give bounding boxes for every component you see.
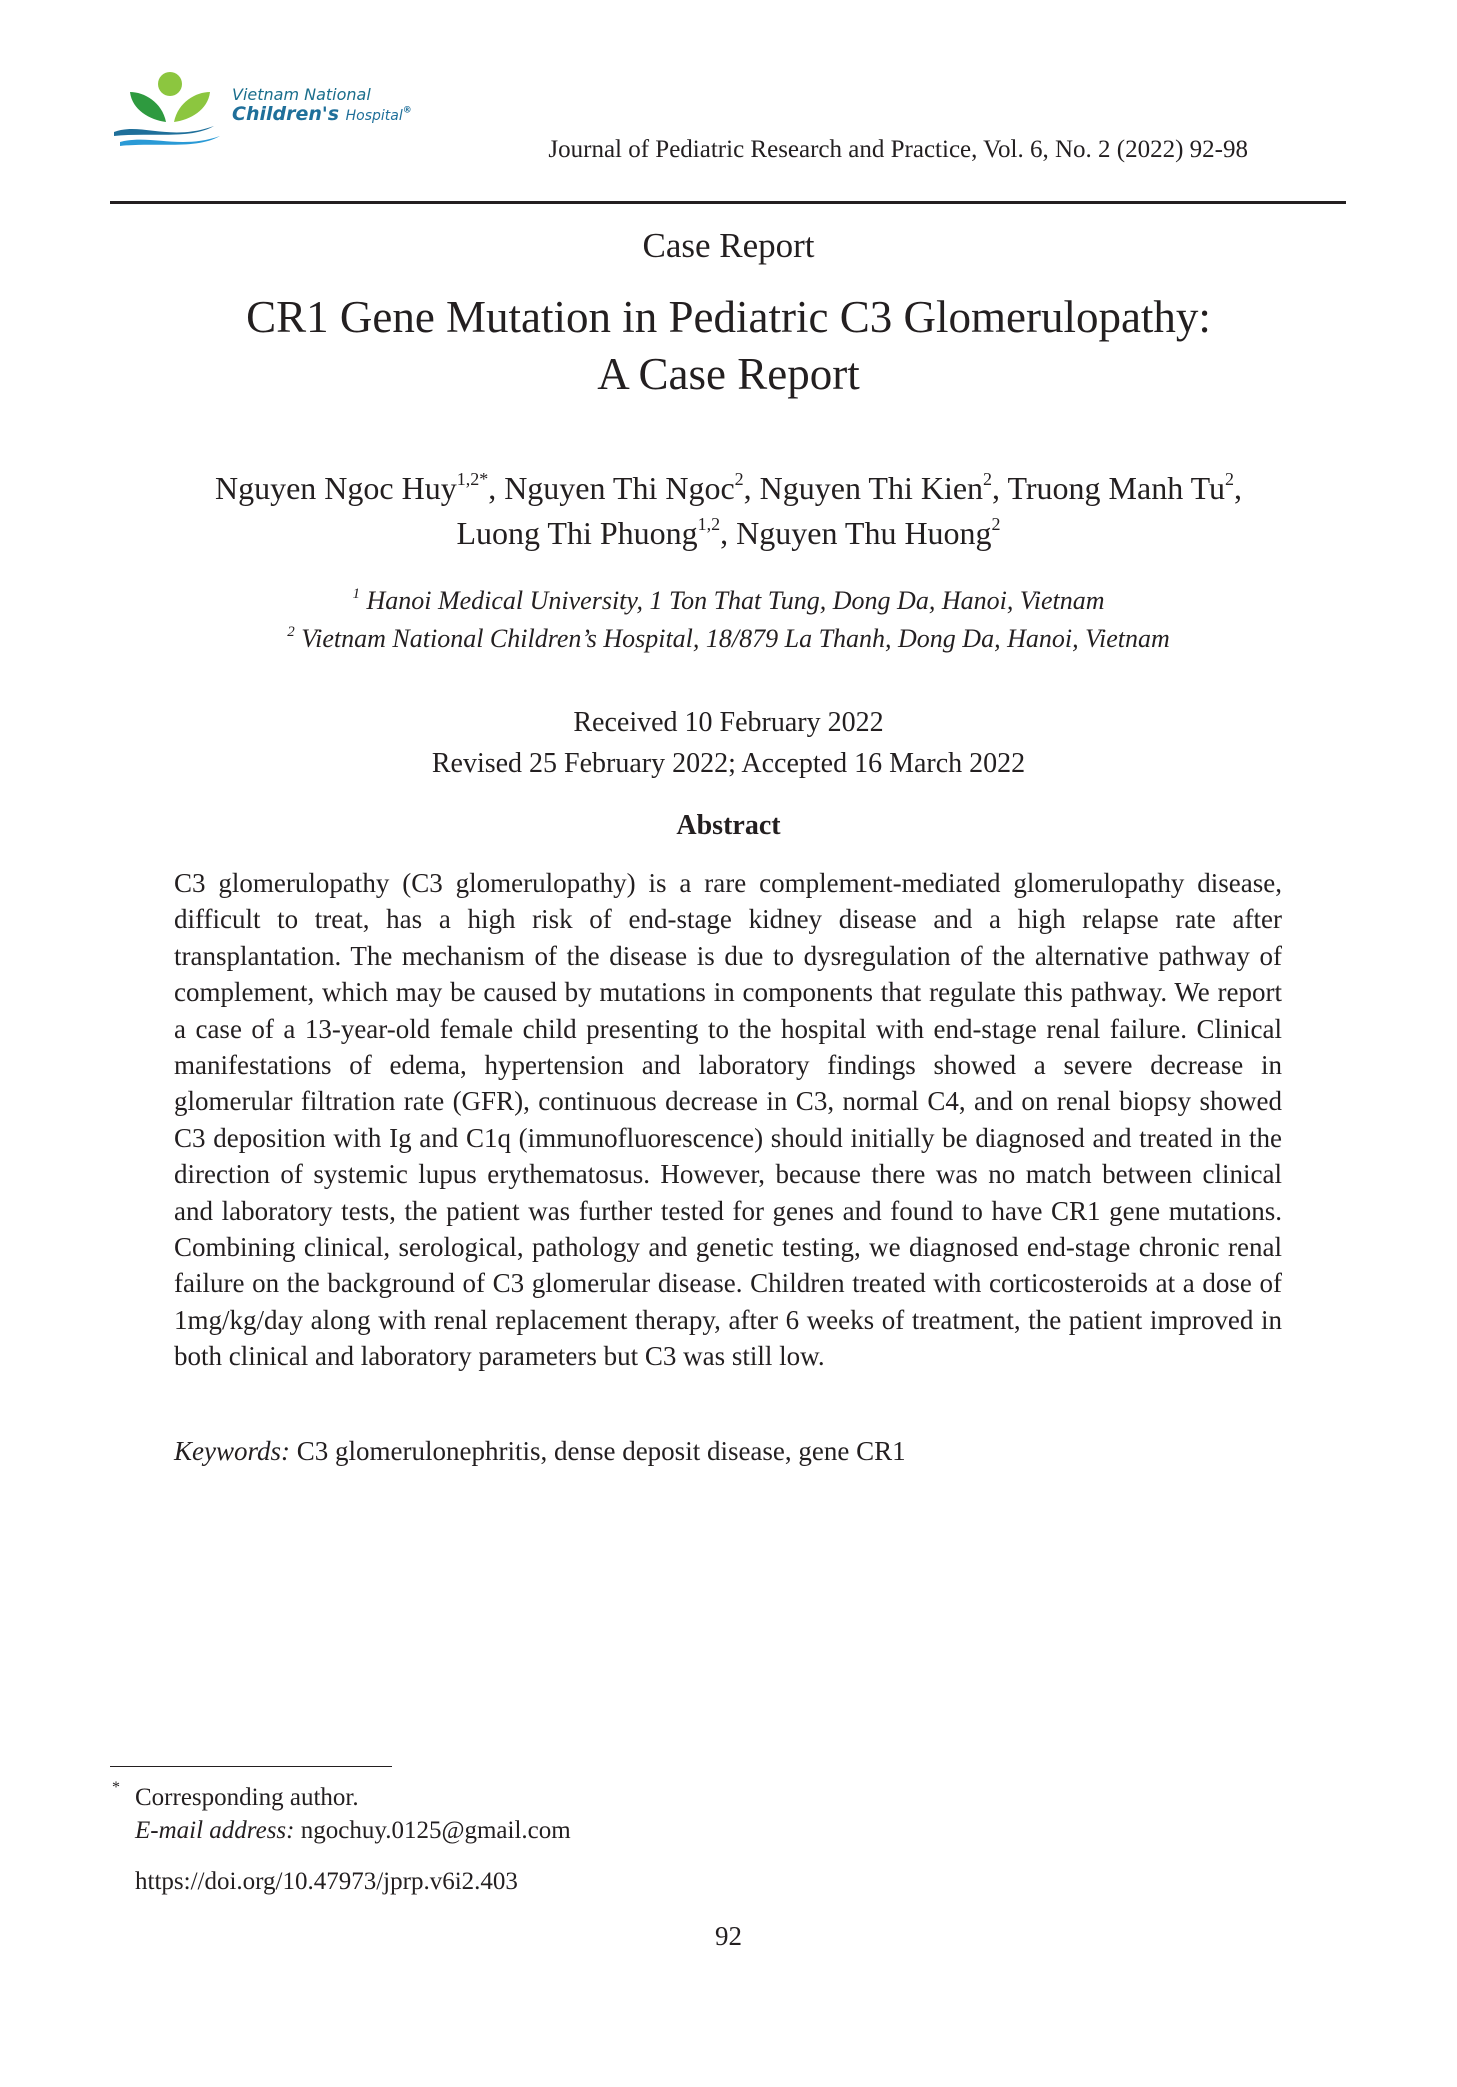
affiliation-text: Vietnam National Children’s Hospital, 18/879 La Thanh, Dong Da, Hanoi, Vietnam	[301, 624, 1170, 653]
logo-line2-bold: Children's	[232, 102, 340, 125]
author-name: Nguyen Thi Kien	[759, 470, 984, 506]
author-affiliation-mark: 2	[734, 469, 744, 489]
affiliations	[0, 582, 1457, 658]
author-name: Nguyen Ngoc Huy	[214, 470, 457, 506]
logo-line1: Vietnam National	[232, 85, 371, 104]
author-affiliation-mark: 1,2	[697, 514, 721, 534]
author-affiliation-mark: 2	[1225, 469, 1235, 489]
logo-line2	[232, 104, 412, 125]
author-name: Truong Manh Tu	[1007, 470, 1226, 506]
footnote-divider	[110, 1766, 392, 1767]
email-address[interactable]: ngochuy.0125@gmail.com	[300, 1817, 571, 1844]
keywords	[174, 1436, 906, 1467]
page-number: 92	[715, 1921, 742, 1951]
email-line	[135, 1814, 571, 1847]
abstract-heading: Abstract	[676, 810, 781, 841]
keywords-list: C3 glomerulonephritis, dense deposit disease, gene CR1	[296, 1436, 906, 1466]
title-line2: A Case Report	[597, 349, 860, 399]
article-dates	[0, 702, 1457, 784]
journal-citation: Journal of Pediatric Research and Practice, Vol. 6, No. 2 (2022) 92-98	[548, 136, 1248, 163]
hospital-logo	[110, 70, 235, 150]
hospital-logo-text	[232, 86, 412, 124]
keywords-label: Keywords:	[174, 1436, 290, 1466]
doi-link[interactable]: https://doi.org/10.47973/jprp.v6i2.403	[135, 1868, 518, 1895]
title-line1: CR1 Gene Mutation in Pediatric C3 Glomerulopathy:	[246, 292, 1211, 342]
author-affiliation-mark: 2	[991, 514, 1001, 534]
affiliation-mark: 1	[352, 586, 360, 602]
logo-registered-mark: ®	[402, 105, 412, 116]
author-line1: Nguyen Ngoc Huy$^{1,2*}$, Nguyen Thi Ngoc$^2$, Nguyen Thi Kien$^2$, Truong Manh Tu$^2$,	[214, 469, 1243, 506]
logo-line2-small: Hospital	[345, 107, 403, 124]
revised-accepted-date: Revised 25 February 2022; Accepted 16 March 2022	[431, 748, 1026, 779]
header-divider	[110, 201, 1346, 204]
corresponding-author-note: Corresponding author.	[135, 1784, 359, 1811]
affiliation-mark: 2	[287, 624, 295, 640]
article-title	[0, 289, 1457, 403]
author-name: Luong Thi Phuong	[456, 515, 698, 551]
abstract-body: C3 glomerulopathy (C3 glomerulopathy) is a rare complement-mediated glomerulopathy disease, difficult to treat, has a high risk of end-stage kidney disease and a high relapse rate after transplantation. The mechanism of the disease is due to dysregulation of the alternative pathway of complement, which may be caused by mutations in components that regulate this pathway. We report a case of a 13-year-old female child presenting to the hospital with end-stage renal failure. Clinical manifestations of edema, hypertension and laboratory findings showed a severe decrease in glomerular filtration rate (GFR), continuous decrease in C3, normal C4, and on renal biopsy showed C3 deposition with Ig and C1q (immunofluorescence) should initially be diagnosed and treated in the direction of systemic lupus erythematosus. However, because there was no match between clinical and laboratory tests, the patient was further tested for genes and found to have CR1 gene mutations. Combining clinical, serological, pathology and genetic testing, we diagnosed end-stage chronic renal failure on the background of C3 glomerular disease. Children treated with corticosteroids at a dose of 1mg/kg/day along with renal replacement therapy, after 6 weeks of treatment, the patient improved in both clinical and laboratory parameters but C3 was still low.	[174, 868, 1282, 1372]
author-line2: Luong Thi Phuong$^{1,2}$, Nguyen Thu Huong$^2$	[456, 514, 1001, 551]
hospital-logo-icon	[110, 70, 235, 150]
author-list	[0, 466, 1457, 556]
footnote	[135, 1781, 571, 1847]
affiliation-item	[0, 620, 1457, 658]
article-type: Case Report	[642, 226, 815, 265]
author-affiliation-mark: 1,2*	[456, 469, 489, 489]
received-date: Received 10 February 2022	[573, 707, 884, 738]
author-name: Nguyen Thi Ngoc	[504, 470, 735, 506]
affiliation-text: Hanoi Medical University, 1 Ton That Tung, Dong Da, Hanoi, Vietnam	[366, 586, 1105, 615]
affiliation-item	[0, 582, 1457, 620]
author-name: Nguyen Thu Huong	[736, 515, 992, 551]
email-label: E-mail address:	[135, 1817, 295, 1844]
author-affiliation-mark: 2	[983, 469, 993, 489]
footnote-star: *	[112, 1779, 120, 1796]
